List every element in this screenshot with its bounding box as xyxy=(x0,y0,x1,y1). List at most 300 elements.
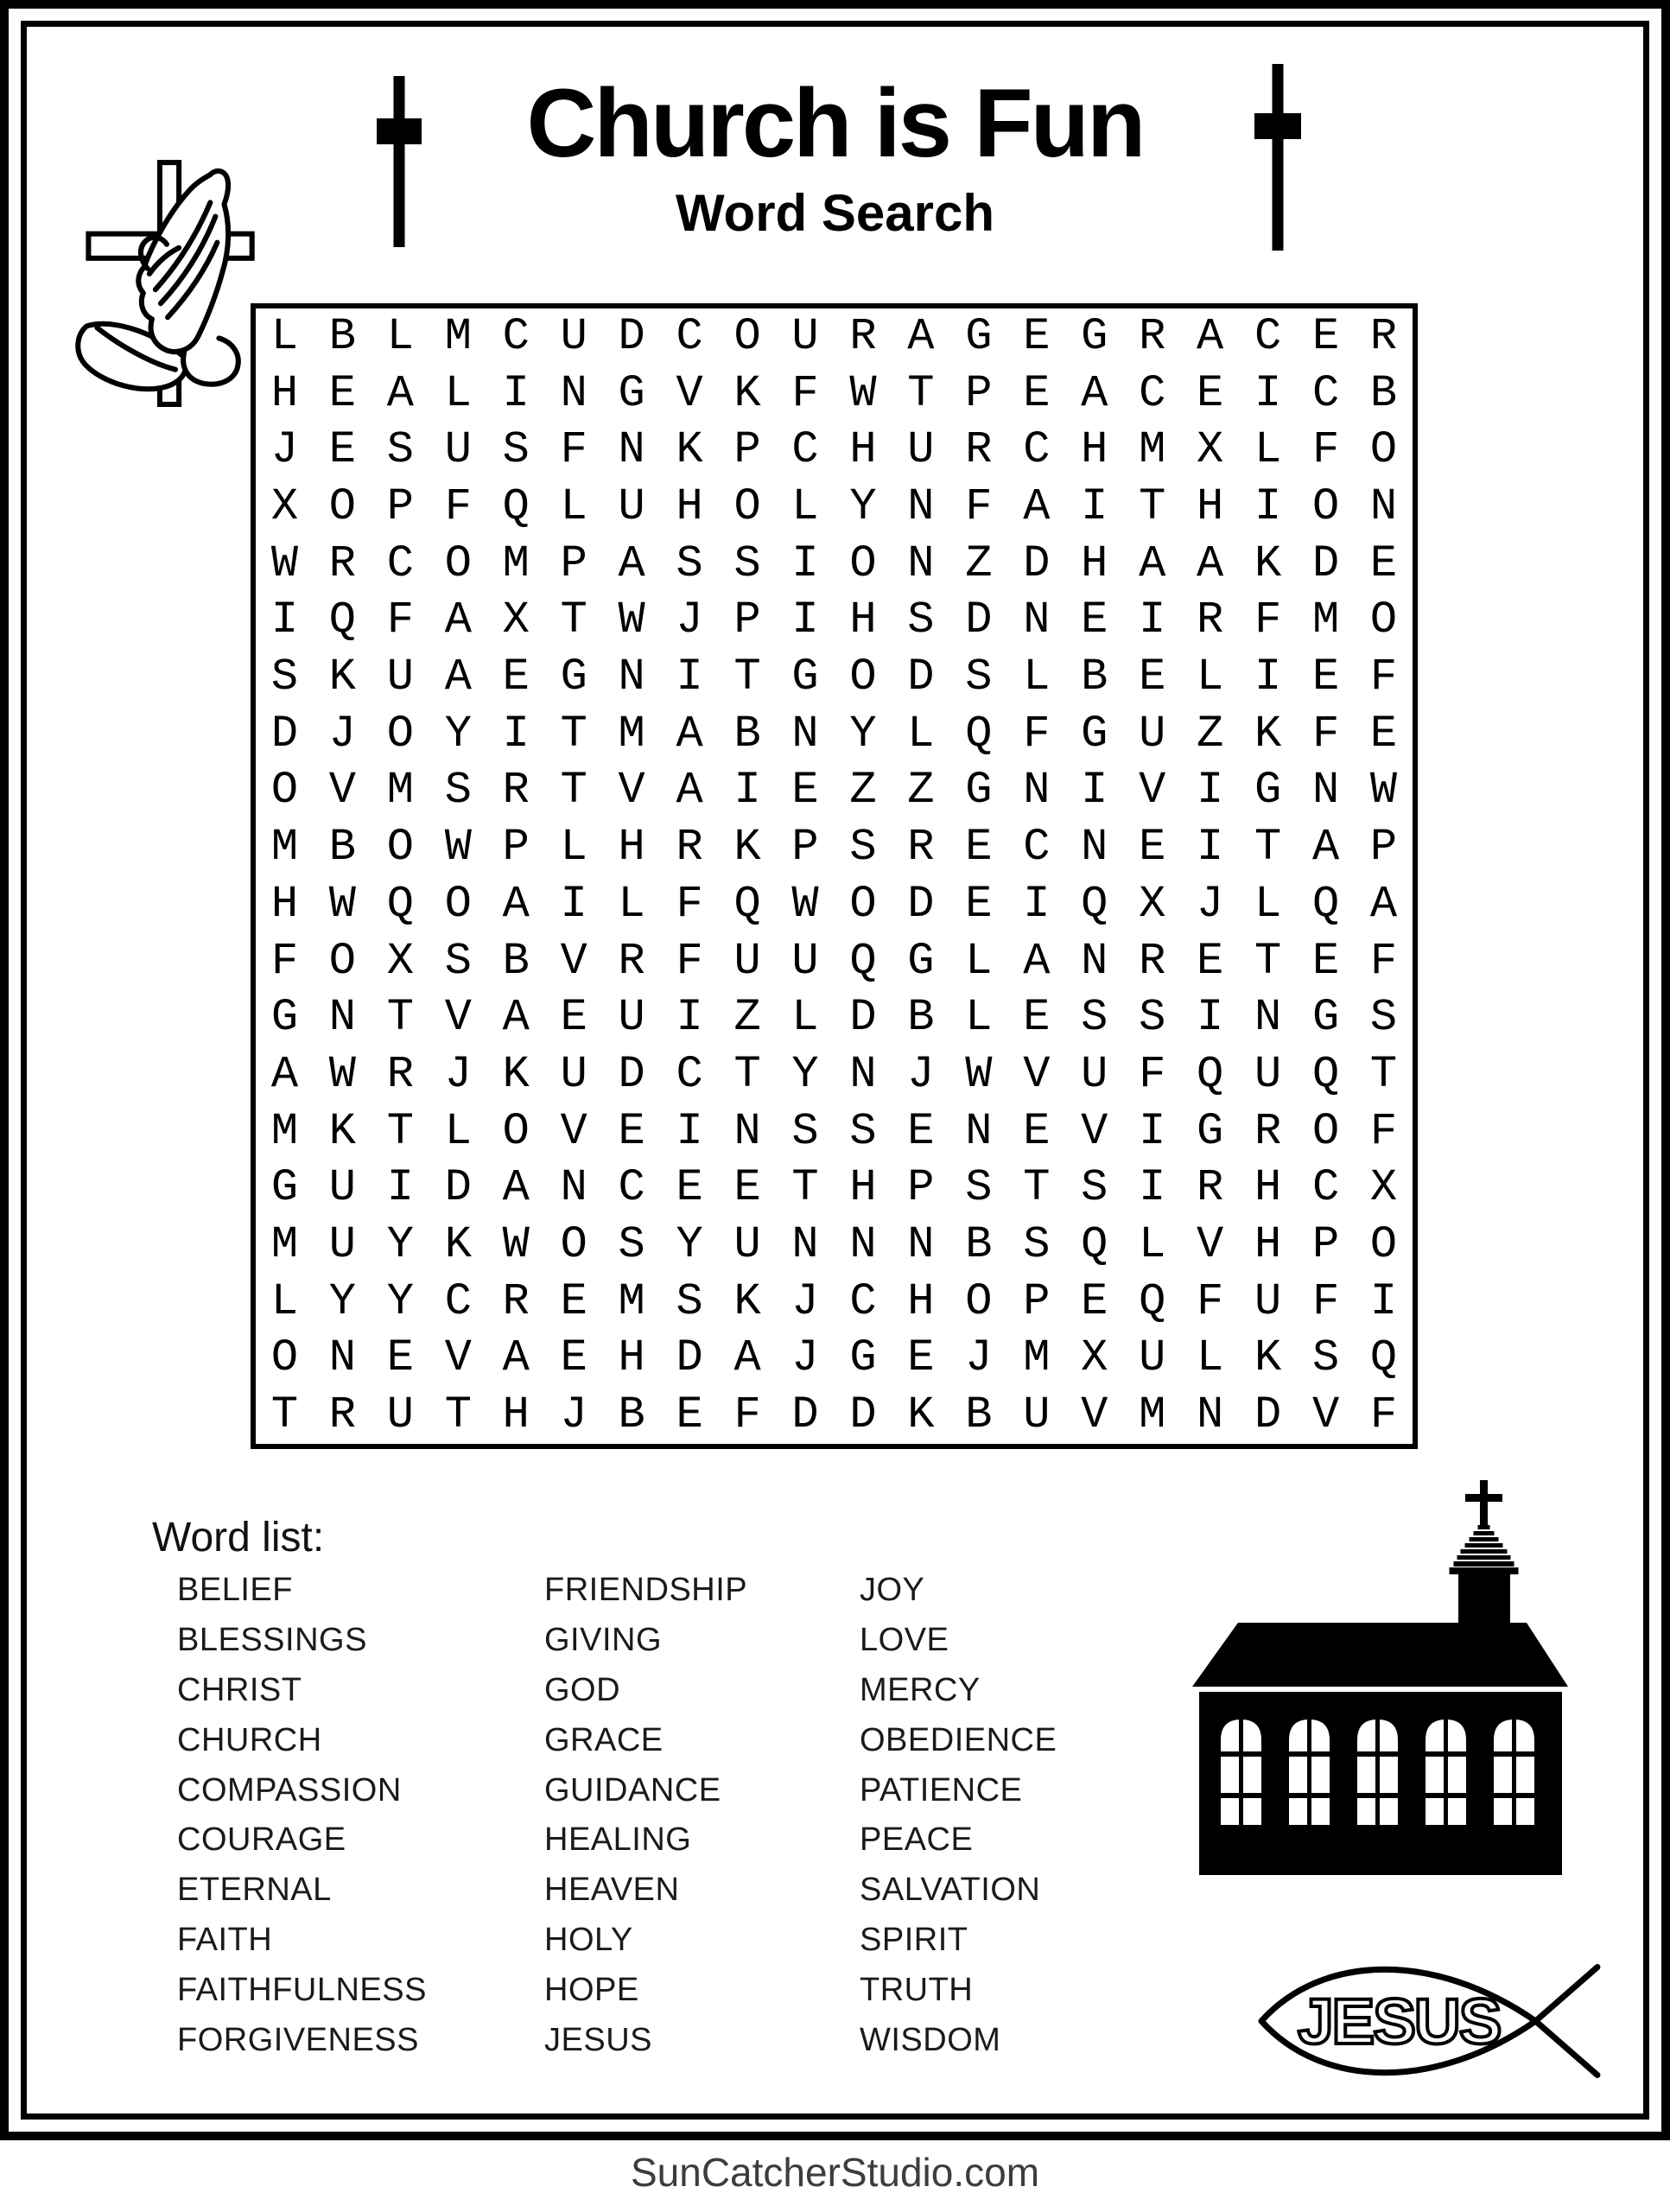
grid-letter: S xyxy=(386,424,414,476)
grid-letter: D xyxy=(907,878,935,930)
grid-letter: M xyxy=(270,1219,299,1271)
grid-letter: E xyxy=(1311,310,1340,362)
grid-letter: T xyxy=(791,1162,819,1214)
grid-letter: R xyxy=(502,1275,530,1327)
grid-letter: U xyxy=(386,652,414,703)
grid-letter: F xyxy=(1369,652,1398,703)
grid-letter: P xyxy=(733,424,761,476)
grid-letter: H xyxy=(676,480,703,532)
grid-letter: E xyxy=(1023,310,1051,362)
grid-letter: C xyxy=(676,310,703,362)
grid-letter: G xyxy=(1254,765,1282,817)
grid-letter: K xyxy=(733,822,761,874)
word-list-item: FAITH xyxy=(177,1921,273,1958)
grid-letter: U xyxy=(1081,1048,1108,1100)
grid-letter: F xyxy=(1139,1048,1166,1100)
grid-letter: M xyxy=(270,1105,299,1157)
grid-letter: S xyxy=(733,537,761,589)
grid-letter: V xyxy=(676,367,703,419)
grid-letter: M xyxy=(1139,424,1166,476)
grid-letter: E xyxy=(1139,822,1166,874)
grid-letter: T xyxy=(1254,822,1282,874)
grid-letter: E xyxy=(1023,992,1051,1044)
grid-letter: A xyxy=(1081,367,1108,419)
grid-letter: W xyxy=(328,1048,357,1100)
grid-letter: T xyxy=(907,367,935,419)
grid-letter: B xyxy=(328,310,357,362)
grid-letter: S xyxy=(502,424,530,476)
grid-letter: E xyxy=(1369,537,1398,589)
grid-letter: Q xyxy=(733,878,761,930)
grid-letter: Y xyxy=(328,1275,357,1327)
grid-letter: M xyxy=(1139,1389,1166,1441)
grid-letter: E xyxy=(733,1162,761,1214)
grid-letter: E xyxy=(1081,594,1108,646)
grid-letter: N xyxy=(849,1048,877,1100)
grid-letter: H xyxy=(1081,424,1108,476)
grid-letter: Q xyxy=(965,708,993,760)
word-column xyxy=(544,1566,747,2065)
grid-letter: H xyxy=(270,367,299,419)
grid-letter: E xyxy=(965,822,993,874)
grid-letter: P xyxy=(1023,1275,1051,1327)
grid-letter: E xyxy=(965,878,993,930)
grid-letter: J xyxy=(907,1048,935,1100)
grid-letter: J xyxy=(444,1048,472,1100)
grid-letter: M xyxy=(1023,1332,1051,1384)
grid-letter: N xyxy=(328,1332,357,1384)
grid-letter: S xyxy=(1139,992,1166,1044)
grid-letter: N xyxy=(618,424,645,476)
grid-letter: S xyxy=(1369,992,1398,1044)
grid-letter: O xyxy=(502,1105,530,1157)
grid-letter: B xyxy=(328,822,357,874)
grid-letter: N xyxy=(560,1162,587,1214)
grid-letter: W xyxy=(270,537,299,589)
grid-letter: A xyxy=(502,1332,530,1384)
grid-letter: G xyxy=(907,935,935,987)
grid-letter: V xyxy=(1139,765,1166,817)
grid-letter: D xyxy=(1254,1389,1282,1441)
grid-letter: F xyxy=(676,935,703,987)
grid-letter: Q xyxy=(1139,1275,1166,1327)
grid-letter: Q xyxy=(1081,878,1108,930)
grid-letter: W xyxy=(502,1219,530,1271)
grid-letter: U xyxy=(791,310,819,362)
grid-letter: L xyxy=(1197,652,1224,703)
word-list-item: SALVATION xyxy=(860,1872,1041,1909)
grid-letter: R xyxy=(618,935,645,987)
grid-letter: N xyxy=(1081,822,1108,874)
grid-letter: I xyxy=(1139,1105,1166,1157)
grid-letter: G xyxy=(965,310,993,362)
grid-letter: M xyxy=(270,822,299,874)
grid-letter: B xyxy=(733,708,761,760)
grid-letter: N xyxy=(1311,765,1340,817)
grid-letter: S xyxy=(444,935,472,987)
grid-letter: O xyxy=(1311,1105,1340,1157)
grid-letter: P xyxy=(1369,822,1398,874)
grid-letter: U xyxy=(560,1048,587,1100)
grid-letter: N xyxy=(1369,480,1398,532)
grid-letter: U xyxy=(618,480,645,532)
grid-letter: Z xyxy=(1197,708,1224,760)
grid-letter: T xyxy=(386,992,414,1044)
grid-letter: P xyxy=(1311,1219,1340,1271)
grid-letter: I xyxy=(1139,1162,1166,1214)
grid-letter: Y xyxy=(791,1048,819,1100)
grid-letter: D xyxy=(849,1389,877,1441)
grid-letter: J xyxy=(560,1389,587,1441)
grid-letter: E xyxy=(676,1162,703,1214)
grid-letter: G xyxy=(1311,992,1340,1044)
grid-letter: I xyxy=(560,878,587,930)
grid-letter: J xyxy=(791,1275,819,1327)
grid-letter: A xyxy=(502,992,530,1044)
grid-letter: A xyxy=(1197,310,1224,362)
grid-letter: Y xyxy=(849,480,877,532)
word-list-item: JESUS xyxy=(544,2021,652,2058)
grid-letter: I xyxy=(1197,822,1224,874)
grid-letter: B xyxy=(965,1219,993,1271)
grid-letter: L xyxy=(1139,1219,1166,1271)
grid-letter: O xyxy=(849,537,877,589)
grid-letter: O xyxy=(965,1275,993,1327)
grid-letter: S xyxy=(965,652,993,703)
grid-letter: M xyxy=(386,765,414,817)
grid-letter: Q xyxy=(1369,1332,1398,1384)
grid-letter: U xyxy=(618,992,645,1044)
grid-letter: I xyxy=(733,765,761,817)
grid-letter: Y xyxy=(386,1275,414,1327)
grid-letter: I xyxy=(1254,367,1282,419)
grid-letter: R xyxy=(502,765,530,817)
grid-letter: W xyxy=(1369,765,1398,817)
grid-letter: L xyxy=(618,878,645,930)
word-column xyxy=(860,1566,1057,2065)
grid-letter: U xyxy=(1254,1048,1282,1100)
grid-letter: S xyxy=(444,765,472,817)
grid-letter: T xyxy=(560,708,587,760)
grid-letter: X xyxy=(1139,878,1166,930)
grid-letter: A xyxy=(270,1048,299,1100)
grid-letter: V xyxy=(1197,1219,1224,1271)
grid-letter: O xyxy=(444,878,472,930)
grid-letter: V xyxy=(618,765,645,817)
grid-letter: K xyxy=(328,1105,357,1157)
grid-letter: L xyxy=(1197,1332,1224,1384)
grid-letter: Q xyxy=(328,594,357,646)
grid-letter: F xyxy=(270,935,299,987)
grid-letter: L xyxy=(791,480,819,532)
grid-letter: S xyxy=(618,1219,645,1271)
grid-letter: E xyxy=(1081,1275,1108,1327)
grid-letter: D xyxy=(791,1389,819,1441)
grid-letter: F xyxy=(386,594,414,646)
grid-letter: U xyxy=(1139,1332,1166,1384)
grid-letter: N xyxy=(1023,765,1051,817)
grid-letter: A xyxy=(1197,537,1224,589)
grid-letter: Z xyxy=(733,992,761,1044)
grid-letter: W xyxy=(618,594,645,646)
grid-letter: E xyxy=(1311,652,1340,703)
grid-letter: N xyxy=(1081,935,1108,987)
word-list-item: CHRIST xyxy=(177,1671,302,1708)
word-list-item: GOD xyxy=(544,1671,621,1708)
grid-letter: H xyxy=(849,1162,877,1214)
grid-letter: L xyxy=(560,480,587,532)
grid-letter: L xyxy=(1254,424,1282,476)
grid-letter: U xyxy=(791,935,819,987)
word-list-item: OBEDIENCE xyxy=(860,1721,1057,1758)
word-list-item: HEALING xyxy=(544,1821,692,1859)
grid-letter: K xyxy=(733,367,761,419)
grid-letter: D xyxy=(618,1048,645,1100)
grid-letter: Q xyxy=(1311,1048,1340,1100)
grid-letter: S xyxy=(907,594,935,646)
grid-letter: A xyxy=(1369,878,1398,930)
grid-letter: K xyxy=(733,1275,761,1327)
grid-letter: K xyxy=(502,1048,530,1100)
grid-letter: N xyxy=(1023,594,1051,646)
grid-letter: H xyxy=(502,1389,530,1441)
grid-letter: L xyxy=(270,310,299,362)
grid-letter: U xyxy=(444,424,472,476)
grid-letter: Q xyxy=(1311,878,1340,930)
grid-letter: B xyxy=(1081,652,1108,703)
word-list-item: TRUTH xyxy=(860,1971,974,2008)
grid-letter: O xyxy=(733,310,761,362)
grid-letter: Y xyxy=(444,708,472,760)
grid-letter: S xyxy=(1311,1332,1340,1384)
grid-letter: K xyxy=(1254,537,1282,589)
grid-letter: N xyxy=(849,1219,877,1271)
grid-letter: J xyxy=(1197,878,1224,930)
grid-letter: P xyxy=(386,480,414,532)
grid-letter: O xyxy=(1369,594,1398,646)
word-list-item: FRIENDSHIP xyxy=(544,1572,748,1609)
grid-letter: O xyxy=(733,480,761,532)
grid-letter: N xyxy=(733,1105,761,1157)
grid-letter: Q xyxy=(849,935,877,987)
grid-letter: A xyxy=(1023,480,1051,532)
grid-letter: E xyxy=(907,1105,935,1157)
grid-letter: F xyxy=(560,424,587,476)
word-list-item: COURAGE xyxy=(177,1821,346,1859)
grid-letter: C xyxy=(849,1275,877,1327)
grid-letter: P xyxy=(791,822,819,874)
grid-letter: T xyxy=(1254,935,1282,987)
grid-letter: E xyxy=(1023,1105,1051,1157)
grid-letter: E xyxy=(560,992,587,1044)
word-list-item: HOPE xyxy=(544,1971,639,2008)
grid-letter: R xyxy=(965,424,993,476)
grid-letter: J xyxy=(328,708,357,760)
cross-icon xyxy=(1254,64,1301,251)
word-list-item: MERCY xyxy=(860,1671,981,1708)
grid-letter: I xyxy=(1197,765,1224,817)
grid-letter: A xyxy=(444,652,472,703)
word-list-item: BLESSINGS xyxy=(177,1622,367,1659)
grid-letter: E xyxy=(328,367,357,419)
grid-letter: F xyxy=(1311,1275,1340,1327)
grid-letter: A xyxy=(1139,537,1166,589)
grid-letter: B xyxy=(907,992,935,1044)
grid-letter: S xyxy=(1081,992,1108,1044)
grid-letter: V xyxy=(444,1332,472,1384)
grid-letter: V xyxy=(560,1105,587,1157)
grid-letter: O xyxy=(270,1332,299,1384)
grid-letter: I xyxy=(676,1105,703,1157)
grid-letter: Z xyxy=(907,765,935,817)
grid-letter: F xyxy=(676,878,703,930)
grid-letter: H xyxy=(1254,1162,1282,1214)
grid-letter: F xyxy=(1369,935,1398,987)
grid-letter: Q xyxy=(502,480,530,532)
grid-letter: L xyxy=(560,822,587,874)
grid-letter: R xyxy=(1197,594,1224,646)
grid-letter: C xyxy=(1311,1162,1340,1214)
grid-letter: A xyxy=(676,765,703,817)
grid-letter: T xyxy=(733,652,761,703)
grid-letter: A xyxy=(386,367,414,419)
grid-letter: A xyxy=(733,1332,761,1384)
page-subtitle: Word Search xyxy=(676,184,994,242)
grid-letter: B xyxy=(965,1389,993,1441)
grid-letter: D xyxy=(444,1162,472,1214)
grid-letter: W xyxy=(849,367,877,419)
grid-letter: E xyxy=(386,1332,414,1384)
grid-letter: U xyxy=(733,1219,761,1271)
grid-letter: S xyxy=(1023,1219,1051,1271)
word-list-item: HEAVEN xyxy=(544,1872,680,1909)
grid-letter: B xyxy=(618,1389,645,1441)
grid-letter: M xyxy=(618,1275,645,1327)
grid-letter: H xyxy=(618,1332,645,1384)
grid-letter: F xyxy=(1311,424,1340,476)
grid-letter: E xyxy=(791,765,819,817)
grid-letter: C xyxy=(791,424,819,476)
word-list-item: BELIEF xyxy=(177,1572,293,1609)
page-title: Church is Fun xyxy=(526,69,1144,177)
word-list-heading: Word list: xyxy=(152,1515,325,1560)
grid-letter: H xyxy=(849,424,877,476)
grid-letter: F xyxy=(1023,708,1051,760)
grid-letter: Q xyxy=(1197,1048,1224,1100)
grid-letter: R xyxy=(1139,935,1166,987)
grid-letter: O xyxy=(1311,480,1340,532)
grid-letter: F xyxy=(965,480,993,532)
grid-letter: X xyxy=(1369,1162,1398,1214)
grid-letter: C xyxy=(1254,310,1282,362)
grid-letter: W xyxy=(965,1048,993,1100)
grid-letter: G xyxy=(618,367,645,419)
grid-letter: E xyxy=(1139,652,1166,703)
word-list-item: PATIENCE xyxy=(860,1771,1023,1808)
grid-letter: V xyxy=(1081,1105,1108,1157)
grid-letter: I xyxy=(791,537,819,589)
grid-letter: E xyxy=(1197,367,1224,419)
word-list-item: PEACE xyxy=(860,1821,974,1859)
grid-letter: W xyxy=(444,822,472,874)
grid-letter: A xyxy=(676,708,703,760)
word-list-item: ETERNAL xyxy=(177,1872,332,1909)
grid-letter: B xyxy=(502,935,530,987)
grid-letter: O xyxy=(560,1219,587,1271)
word-list-item: HOLY xyxy=(544,1921,633,1958)
grid-letter: I xyxy=(270,594,299,646)
grid-letter: I xyxy=(1023,878,1051,930)
grid-letter: E xyxy=(1311,935,1340,987)
grid-letter: M xyxy=(1311,594,1340,646)
grid-letter: E xyxy=(676,1389,703,1441)
grid-letter: N xyxy=(1197,1389,1224,1441)
grid-letter: H xyxy=(1197,480,1224,532)
grid-letter: I xyxy=(676,652,703,703)
grid-letter: D xyxy=(965,594,993,646)
grid-letter: A xyxy=(618,537,645,589)
grid-letter: S xyxy=(270,652,299,703)
grid-letter: P xyxy=(502,822,530,874)
grid-letter: F xyxy=(1369,1105,1398,1157)
grid-letter: C xyxy=(618,1162,645,1214)
grid-letter: E xyxy=(907,1332,935,1384)
grid-letter: G xyxy=(270,1162,299,1214)
jesus-fish-icon xyxy=(1253,1936,1605,2101)
grid-letter: I xyxy=(791,594,819,646)
grid-letter: N xyxy=(560,367,587,419)
grid-letter: A xyxy=(1023,935,1051,987)
grid-letter: I xyxy=(1081,765,1108,817)
grid-letter: H xyxy=(270,878,299,930)
grid-letter: O xyxy=(386,708,414,760)
grid-letter: N xyxy=(907,537,935,589)
grid-letter: M xyxy=(502,537,530,589)
grid-letter: C xyxy=(444,1275,472,1327)
grid-letter: J xyxy=(791,1332,819,1384)
grid-letter: L xyxy=(444,1105,472,1157)
grid-letter: L xyxy=(386,310,414,362)
grid-letter: V xyxy=(328,765,357,817)
grid-letter: K xyxy=(328,652,357,703)
grid-letter: V xyxy=(444,992,472,1044)
grid-letter: G xyxy=(1197,1105,1224,1157)
grid-letter: L xyxy=(1023,652,1051,703)
grid-letter: K xyxy=(1254,1332,1282,1384)
grid-letter: T xyxy=(1023,1162,1051,1214)
grid-letter: U xyxy=(328,1219,357,1271)
grid-letter: N xyxy=(791,1219,819,1271)
grid-letter: V xyxy=(1023,1048,1051,1100)
grid-letter: G xyxy=(270,992,299,1044)
grid-letter: C xyxy=(1311,367,1340,419)
grid-letter: I xyxy=(1139,594,1166,646)
grid-letter: F xyxy=(1197,1275,1224,1327)
grid-letter: O xyxy=(328,935,357,987)
grid-letter: S xyxy=(676,1275,703,1327)
grid-letter: I xyxy=(1369,1275,1398,1327)
grid-letter: J xyxy=(270,424,299,476)
footer-site-name: SunCatcherStudio.com xyxy=(630,2150,1040,2195)
grid-letter: O xyxy=(849,878,877,930)
grid-letter: K xyxy=(444,1219,472,1271)
word-search-grid xyxy=(251,303,1418,1449)
grid-letter: S xyxy=(849,822,877,874)
grid-letter: O xyxy=(270,765,299,817)
grid-letter: A xyxy=(907,310,935,362)
grid-letter: R xyxy=(1197,1162,1224,1214)
grid-letter: Q xyxy=(1081,1219,1108,1271)
